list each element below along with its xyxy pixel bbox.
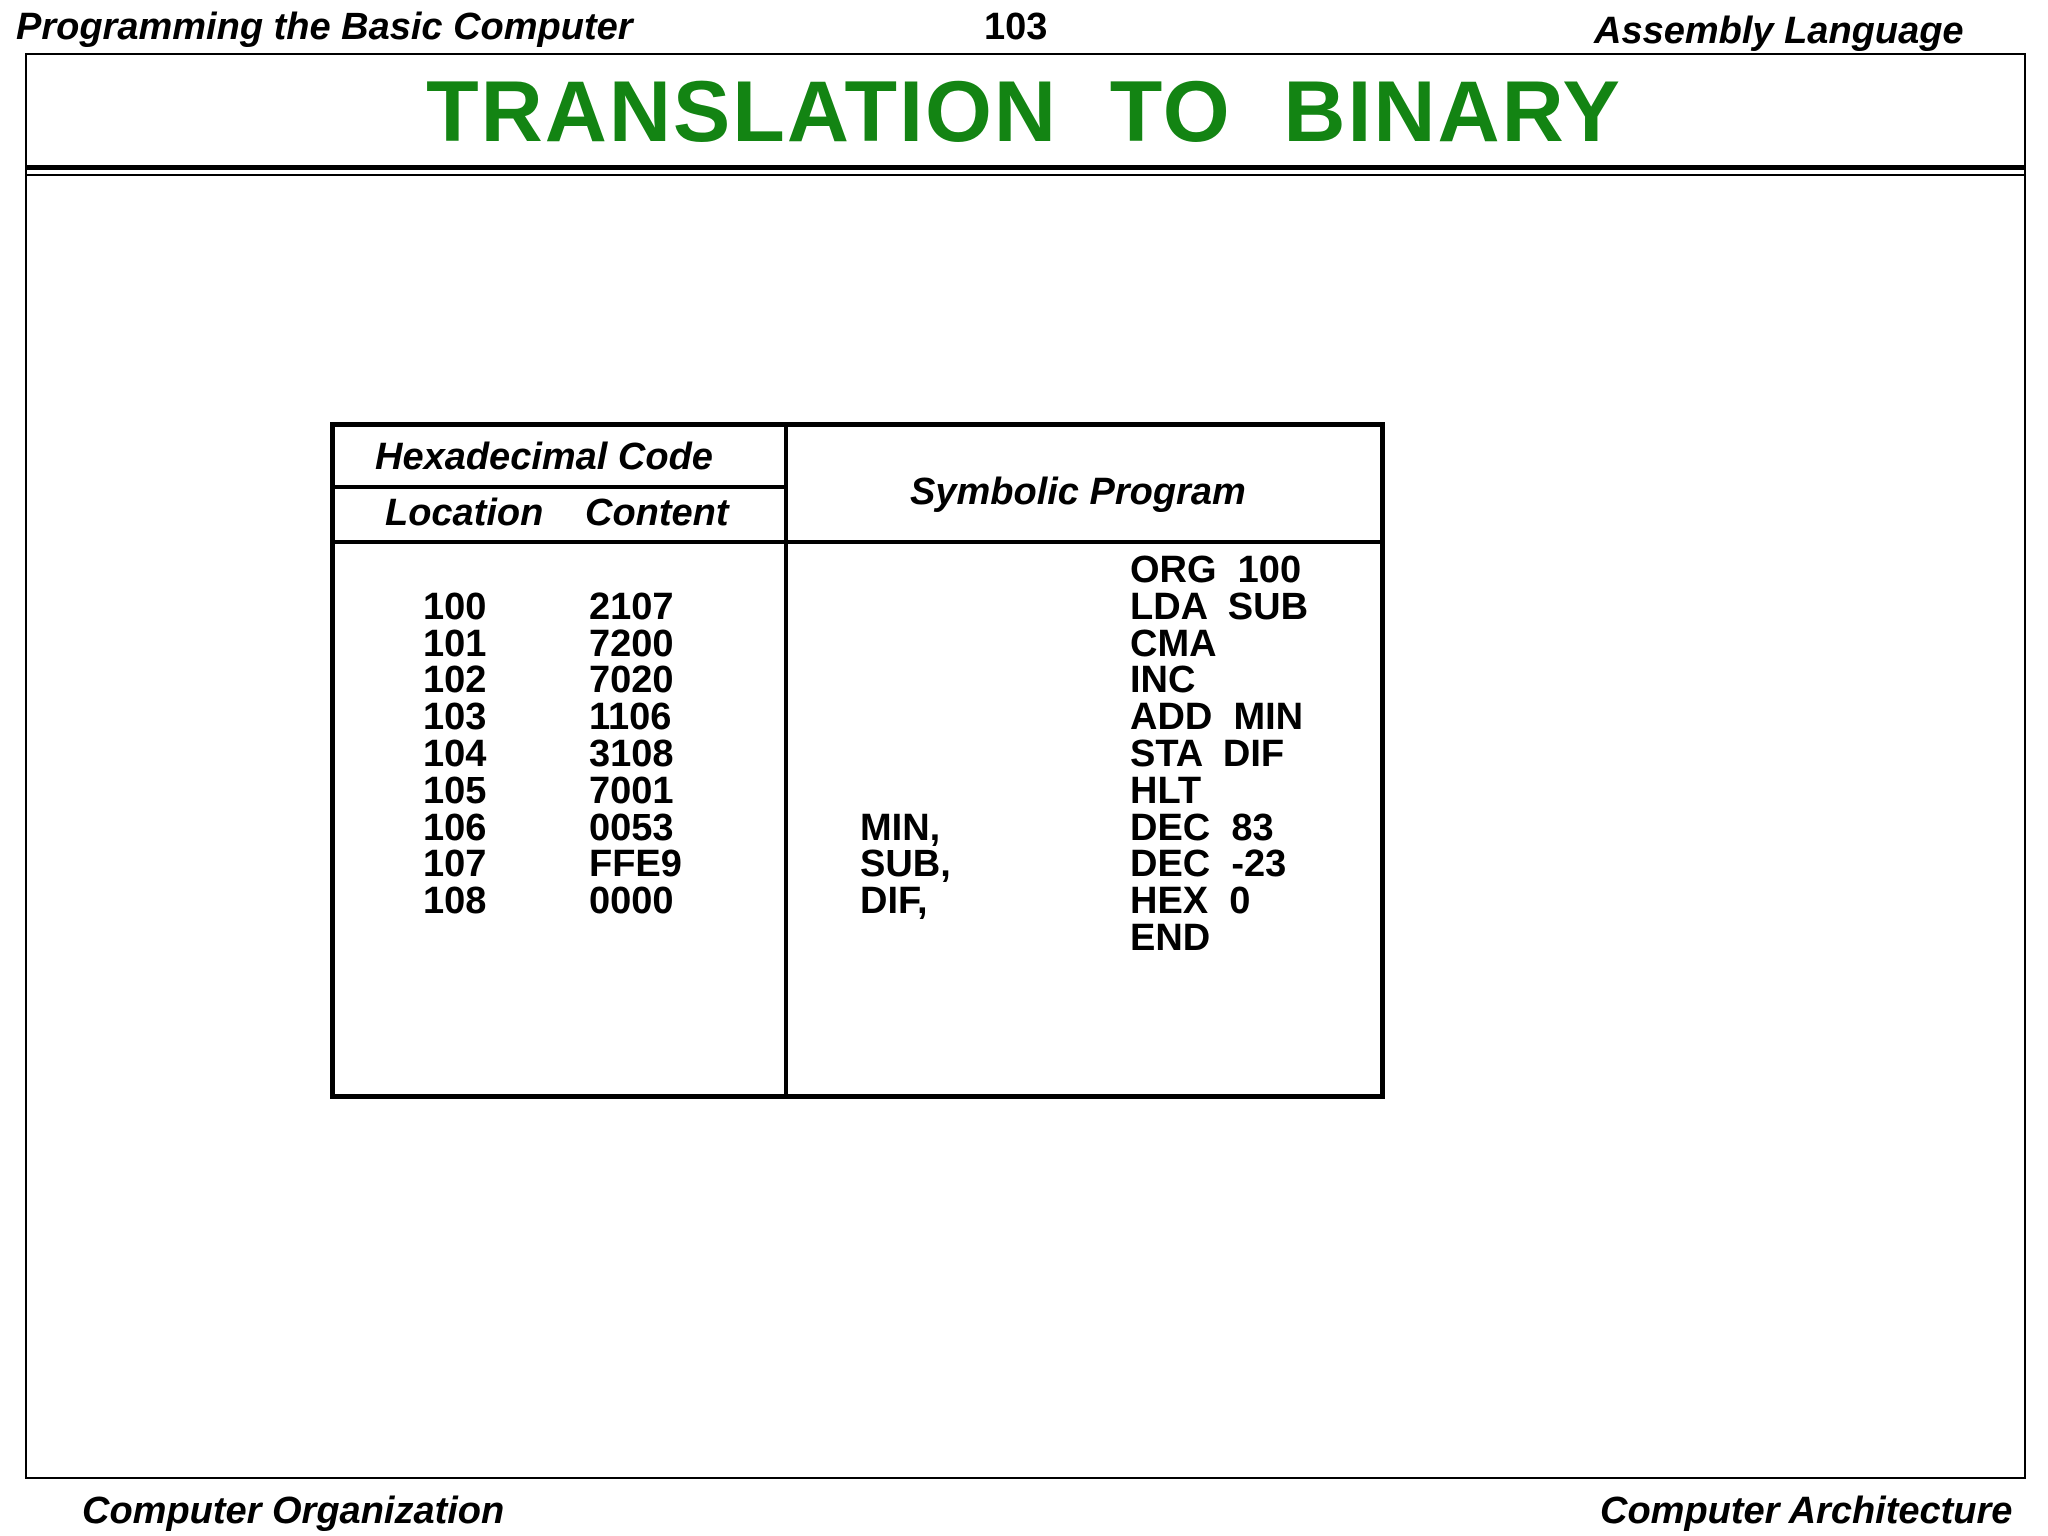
column-divider (784, 427, 788, 1094)
slide-title: TRANSLATION TO BINARY (426, 64, 1622, 160)
content-cell: 2107 (589, 585, 674, 628)
instruction-cell: STA DIF (1130, 733, 1285, 775)
content-cell: 1106 (589, 696, 672, 739)
footer-book-title: Computer Architecture (1600, 1490, 2013, 1532)
instruction-cell: END (1130, 917, 1211, 959)
label-cell: DIF, (860, 880, 928, 923)
location-cell: 103 (423, 696, 487, 739)
translation-table (330, 422, 1385, 1099)
instruction-cell: INC (1130, 659, 1196, 702)
location-cell: 105 (423, 769, 487, 812)
content-cell: 3108 (589, 733, 674, 775)
content-cell: FFE9 (589, 843, 682, 886)
instruction-cell: LDA SUB (1130, 585, 1309, 628)
location-header: Location (385, 492, 544, 534)
footer-course-title: Computer Organization (82, 1490, 505, 1532)
location-cell: 102 (423, 659, 487, 702)
location-cell: 108 (423, 880, 487, 923)
instruction-cell: DEC -23 (1130, 843, 1287, 886)
location-cell: 104 (423, 733, 487, 775)
instruction-cell: DEC 83 (1130, 806, 1274, 849)
instruction-cell: HLT (1130, 769, 1202, 812)
location-cell: 107 (423, 843, 487, 886)
header-body-divider (335, 540, 1380, 544)
instruction-cell: ORG 100 (1130, 549, 1302, 591)
symbolic-program-header: Symbolic Program (910, 471, 1246, 513)
location-cell: 101 (423, 622, 487, 665)
instruction-cell: ADD MIN (1130, 696, 1304, 739)
content-header: Content (585, 492, 729, 534)
page-number: 103 (984, 6, 1048, 48)
location-cell: 100 (423, 585, 487, 628)
title-rule-thick (25, 165, 2026, 170)
content-cell: 7200 (589, 622, 674, 665)
content-cell: 7001 (589, 769, 674, 812)
label-cell: MIN, (860, 806, 941, 849)
content-cell: 0053 (589, 806, 674, 849)
content-cell: 0000 (589, 880, 674, 923)
label-cell: SUB, (860, 843, 951, 886)
header-section-title: Programming the Basic Computer (16, 6, 633, 48)
hex-code-header: Hexadecimal Code (375, 436, 713, 478)
location-cell: 106 (423, 806, 487, 849)
header-chapter-title: Assembly Language (1594, 10, 1964, 52)
title-rule-thin (25, 174, 2026, 176)
instruction-cell: HEX 0 (1130, 880, 1251, 923)
instruction-cell: CMA (1130, 622, 1217, 665)
hex-header-divider (335, 485, 786, 489)
content-cell: 7020 (589, 659, 674, 702)
